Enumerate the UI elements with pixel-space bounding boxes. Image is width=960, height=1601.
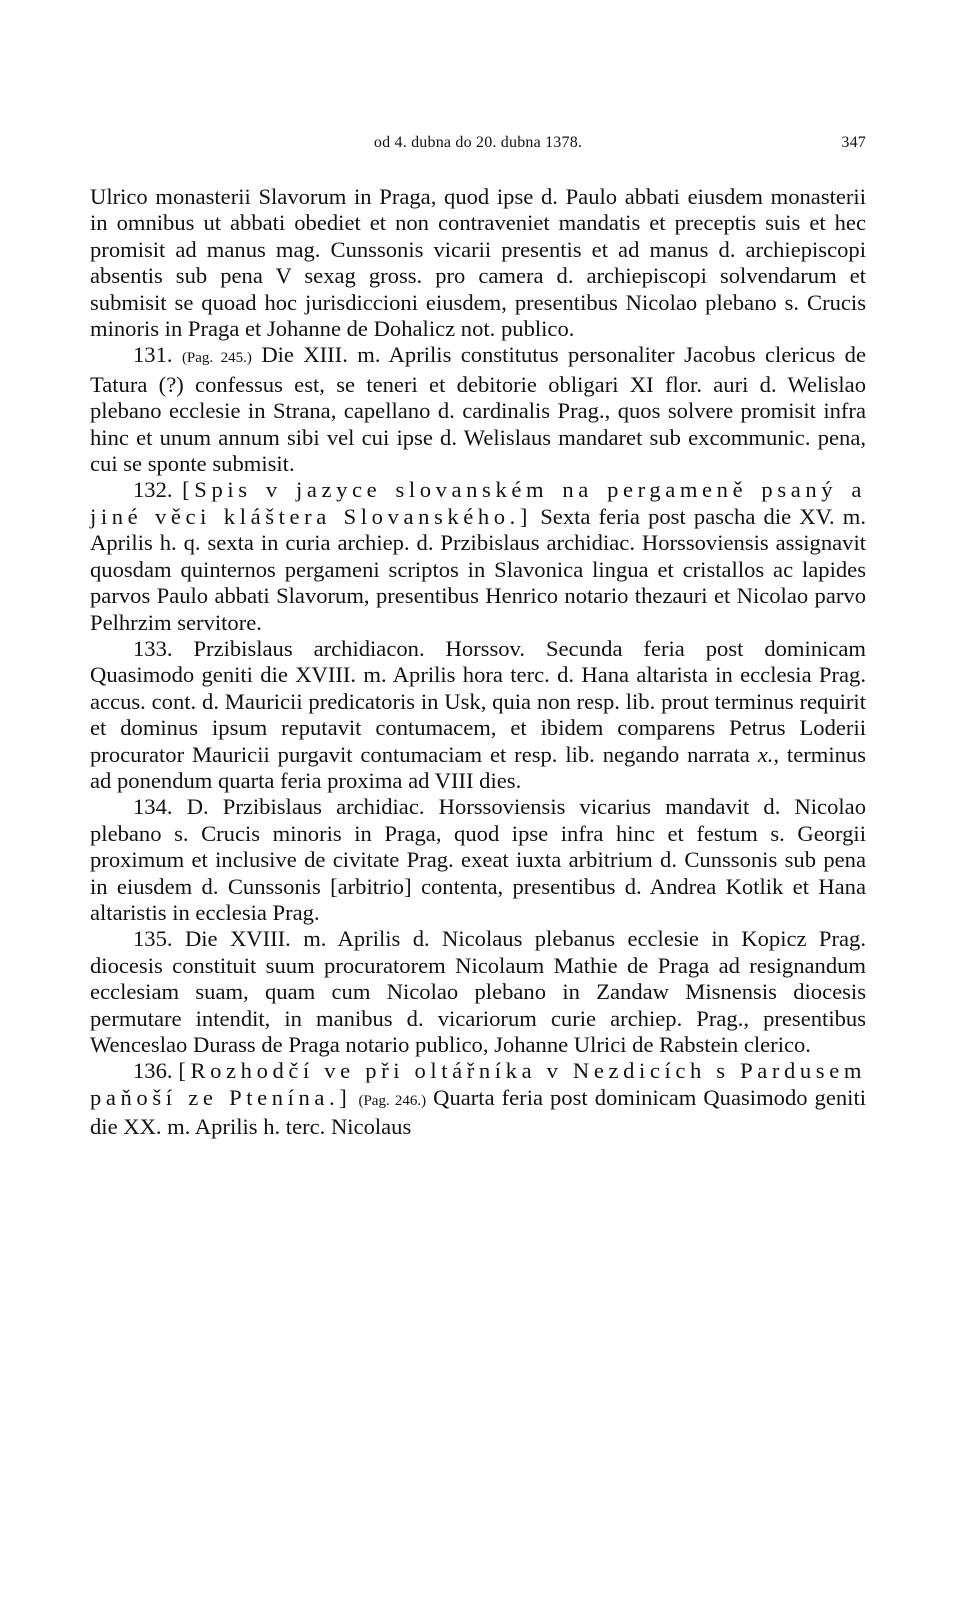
- entry-133: [90, 636, 866, 794]
- entry-text: D. Przibislaus archidiac. Horssoviensis vicarius mandavit d. Nicolao plebano s. Crucis minoris in Praga, quod ipse infra hinc et festum s. Georgii proximum et inclusive de civitate Prag. exeat iuxta arbitrium d. Cunssonis sub pena in eiusdem d. Cunssonis [arbitrio] contenta, presentibus d. Andrea Kotlik et Hana altaristis in ecclesia Prag.: [90, 794, 866, 925]
- entry-czech-title: [Spis v jazyce slovanském na pergameně psaný a jiné věci kláštera Slovanského.]: [90, 477, 866, 529]
- paragraph-continued: [90, 184, 866, 342]
- entry-number: 131.: [133, 342, 173, 368]
- entry-text: Die XVIII. m. Aprilis d. Nicolaus plebanus ecclesie in Kopicz Prag. diocesis constituit suum procuratorem Nicolaum Mathie de Praga ad resignandum ecclesiam suam, quam cum Nicolao plebano in Zandaw Misnensis diocesis permutare intendit, in manibus d. vicariorum curie archiep. Prag., presentibus Wenceslao Durass de Praga notario publico, Johanne Ulrici de Rabstein clerico.: [90, 926, 866, 1057]
- entry-czech-title: [Rozhodčí ve při oltářníka v Nezdicích s Pardusem paňoší ze Ptenína.]: [90, 1058, 866, 1110]
- entry-number: 132.: [133, 477, 173, 503]
- entry-text-continued: , terminus ad ponendum quarta feria proxima ad VIII dies.: [90, 741, 866, 793]
- entry-135: [90, 926, 866, 1058]
- entry-text: Sexta feria post pascha die XV. m. Aprilis h. q. sexta in curia archiep. d. Przibislaus archidiac. Horssoviensis assignavit quosdam quinternos pergameni scriptos in Slavonica lingua et cristallos ac lapides parvos Paulo abbati Slavorum, presentibus Henrico notario thezauri et Nicolao parvo Pelhrzim servitore.: [90, 503, 867, 635]
- entry-italic-x: x.: [757, 741, 774, 767]
- page-reference: (Pag. 246.): [358, 1092, 427, 1109]
- entry-131: [90, 342, 866, 477]
- entry-text: Przibislaus archidiacon. Horssov. Secunda feria post dominicam Quasimodo geniti die XVIII. m. Aprilis hora terc. d. Hana altarista in ecclesia Prag. accus. cont. d. Mauricii predicatoris in Usk, quia non resp. lib. prout terminus requirit et dominus ipsum reputavit contumacem, et ibidem comparens Petrus Loderii procurator Mauricii purgavit contumaciam et resp. lib. negando narrata: [90, 635, 866, 767]
- running-header: [90, 134, 866, 158]
- entry-number: 133.: [133, 635, 173, 661]
- entry-number: 135.: [133, 926, 173, 952]
- entry-132: [90, 477, 866, 635]
- entry-number: 136.: [133, 1058, 173, 1084]
- paragraph-text: Ulrico monasterii Slavorum in Praga, quod ipse d. Paulo abbati eiusdem monasterii in omnibus ut abbati obediet et non contraveniet mandatis et preceptis suis et hec promisit ad manus mag. Cunssonis vicarii presentis et ad manus d. archiepiscopi absentis sub pena V sexag gross. pro camera d. archiepiscopi solvendarum et submisit se quoad hoc jurisdiccioni eiusdem, presentibus Nicolao plebano s. Crucis minoris in Praga et Johanne de Dohalicz not. publico.: [90, 184, 866, 342]
- page-reference: (Pag. 245.): [181, 350, 252, 367]
- entry-136: [90, 1058, 866, 1140]
- header-title: od 4. dubna do 20. dubna 1378.: [373, 134, 583, 151]
- entry-text: Quarta feria post dominicam Quasimodo geniti die XX. m. Aprilis h. terc. Nicolaus: [90, 1084, 867, 1140]
- entry-134: [90, 794, 866, 926]
- page-number: 347: [841, 134, 866, 151]
- entry-text: Die XIII. m. Aprilis constitutus personaliter Jacobus clericus de Tatura (?) confessus est, se teneri et debitorie obligari XI flor. auri d. Welislao plebano ecclesie in Strana, capellano d. cardinalis Prag., quos solvere promisit infra hinc et unum annum sibi vel cui ipse d. Welislaus mandaret sub excommunic. pena, cui se sponte submisit.: [90, 342, 866, 477]
- document-body: [90, 184, 866, 1141]
- entry-number: 134.: [133, 794, 173, 820]
